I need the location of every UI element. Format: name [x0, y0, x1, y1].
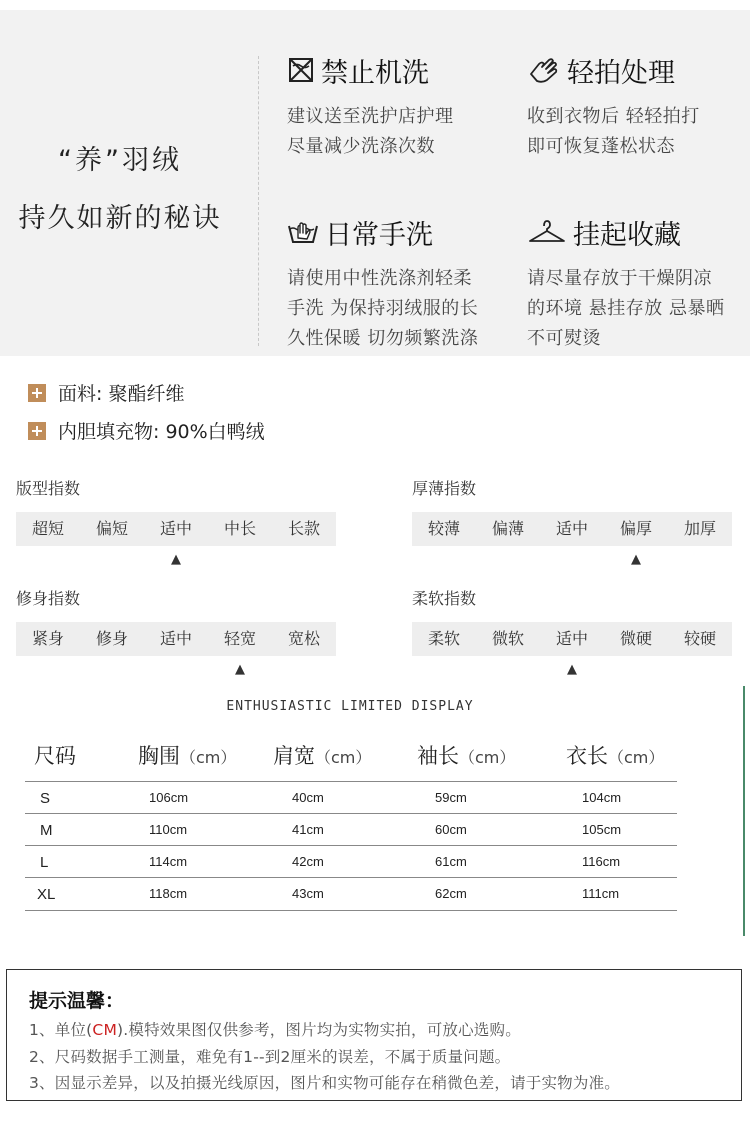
- index-scale: [16, 622, 336, 656]
- index-option: 偏短: [95, 519, 128, 538]
- index-option: 中长: [223, 519, 256, 538]
- cell-length: 104cm: [582, 790, 622, 805]
- column-header-chest: 胸围（cm）: [138, 744, 237, 768]
- table-row: [0, 878, 700, 910]
- care-item-title: 日常手洗: [325, 219, 433, 251]
- care-item-desc-line: 久性保暖 切勿频繁洗涤: [287, 328, 479, 349]
- care-divider: [258, 56, 259, 346]
- cell-size: XL: [37, 886, 56, 903]
- index-option: 长款: [287, 519, 320, 538]
- cell-chest: 110cm: [149, 822, 188, 837]
- index-label: 厚薄指数: [412, 479, 477, 498]
- index-option: 适中: [555, 519, 588, 538]
- index-indicator-row: [412, 553, 732, 567]
- care-item-pat: [527, 52, 750, 162]
- index-option: 较硬: [683, 629, 716, 648]
- care-instructions-panel: [0, 10, 750, 356]
- pat-hand-icon: [527, 56, 561, 84]
- indicator-arrow-icon: [476, 663, 540, 677]
- cell-size: M: [40, 822, 53, 839]
- indicator-arrow-icon: [540, 553, 604, 567]
- indicator-arrow-icon: [668, 663, 732, 677]
- cell-sleeve: 59cm: [435, 790, 467, 805]
- indicator-arrow-icon: [272, 553, 336, 567]
- material-fabric: [28, 379, 184, 406]
- unit-highlight: CM: [92, 1021, 118, 1039]
- cell-sleeve: 61cm: [435, 854, 467, 869]
- notice-box: [6, 969, 742, 1101]
- care-slogan-line1: “养”羽绒: [58, 145, 182, 176]
- index-option: 微硬: [619, 629, 652, 648]
- column-header-size: 尺码: [34, 744, 76, 768]
- index-option: 适中: [159, 629, 192, 648]
- table-row: [0, 846, 700, 878]
- material-fabric-text: 面料: 聚酯纤维: [58, 383, 185, 405]
- indicator-arrow-icon: ▲: [567, 662, 577, 677]
- indicator-arrow-icon: [208, 553, 272, 567]
- indicator-arrow-icon: [80, 663, 144, 677]
- index-option: 修身: [95, 629, 128, 648]
- index-indicator-row: [16, 553, 336, 567]
- cell-shoulder: 43cm: [292, 886, 324, 901]
- indicator-arrow-icon: ▲: [631, 552, 641, 567]
- cell-length: 116cm: [582, 854, 621, 869]
- material-filling-text: 内胆填充物: 90%白鸭绒: [58, 421, 265, 443]
- table-row: [0, 782, 700, 814]
- index-label: 版型指数: [16, 479, 81, 498]
- plus-icon: [28, 384, 46, 402]
- cell-shoulder: 42cm: [292, 854, 324, 869]
- indicator-arrow-icon: ▲: [235, 662, 245, 677]
- fit-index: [16, 586, 336, 677]
- index-scale: [412, 512, 732, 546]
- cell-sleeve: 62cm: [435, 886, 467, 901]
- column-header-length: 衣长（cm）: [566, 744, 665, 768]
- cell-size: S: [40, 790, 51, 807]
- hand-wash-icon: [287, 218, 319, 246]
- index-option: 柔软: [427, 629, 460, 648]
- care-item-title: 轻拍处理: [567, 57, 675, 89]
- index-option: 适中: [555, 629, 588, 648]
- care-slogan-line2: 持久如新的秘诀: [18, 203, 222, 234]
- unit-label: （cm）: [608, 748, 665, 767]
- thickness-index: [412, 476, 732, 567]
- cell-length: 111cm: [582, 886, 620, 901]
- cell-sleeve: 60cm: [435, 822, 467, 837]
- care-item-desc-line: 尽量减少洗涤次数: [287, 136, 435, 157]
- length-index: [16, 476, 336, 567]
- index-indicator-row: [412, 663, 732, 677]
- notice-line-1: 1、单位(CM).模特效果图仅供参考，图片均为实物实拍，可放心选购。: [29, 1021, 521, 1039]
- cell-size: L: [40, 854, 49, 871]
- unit-label: （cm）: [315, 748, 372, 767]
- material-filling: [28, 417, 265, 444]
- index-scale: [412, 622, 732, 656]
- table-row: [0, 814, 700, 846]
- cell-length: 105cm: [582, 822, 622, 837]
- index-option: 轻宽: [223, 629, 256, 648]
- plus-icon: [28, 422, 46, 440]
- softness-index: [412, 586, 732, 677]
- indicator-arrow-icon: [144, 663, 208, 677]
- care-item-hang: [527, 214, 750, 354]
- care-item-desc-line: 不可熨烫: [527, 328, 601, 349]
- care-item-no-machine-wash: [287, 52, 517, 162]
- size-table-header: [0, 740, 700, 776]
- no-machine-wash-icon: [287, 56, 315, 84]
- unit-label: （cm）: [180, 748, 237, 767]
- index-option: 适中: [159, 519, 192, 538]
- care-item-title: 挂起收藏: [573, 219, 681, 251]
- indicator-arrow-icon: [80, 553, 144, 567]
- index-option: 偏厚: [619, 519, 652, 538]
- indicator-arrow-icon: [412, 553, 476, 567]
- table-divider: [25, 910, 677, 911]
- index-option: 超短: [31, 519, 64, 538]
- indicator-arrow-icon: [412, 663, 476, 677]
- index-label: 柔软指数: [412, 589, 477, 608]
- care-item-desc-line: 建议送至洗护店护理: [287, 106, 454, 127]
- cell-chest: 118cm: [149, 886, 188, 901]
- index-option: 微软: [491, 629, 524, 648]
- care-item-desc-line: 请尽量存放于干燥阴凉: [527, 268, 712, 289]
- edge-accent-line: [743, 686, 745, 936]
- care-item-desc-line: 即可恢复蓬松状态: [527, 136, 675, 157]
- cell-shoulder: 41cm: [292, 822, 324, 837]
- care-item-hand-wash: [287, 214, 517, 354]
- care-item-desc-line: 请使用中性洗涤剂轻柔: [287, 268, 472, 289]
- column-header-sleeve: 袖长（cm）: [417, 744, 516, 768]
- column-header-shoulder: 肩宽（cm）: [273, 744, 372, 768]
- index-option: 偏薄: [491, 519, 524, 538]
- care-item-desc-line: 收到衣物后 轻轻拍打: [527, 106, 700, 127]
- indicator-arrow-icon: [272, 663, 336, 677]
- indicator-arrow-icon: [668, 553, 732, 567]
- indicator-arrow-icon: [16, 663, 80, 677]
- index-option: 加厚: [683, 519, 716, 538]
- unit-label: （cm）: [459, 748, 516, 767]
- notice-line-2: 2、尺码数据手工测量，难免有1--到2厘米的误差，不属于质量问题。: [29, 1048, 511, 1066]
- index-label: 修身指数: [16, 589, 81, 608]
- indicator-arrow-icon: [16, 553, 80, 567]
- hanger-icon: [527, 218, 567, 246]
- cell-chest: 114cm: [149, 854, 188, 869]
- care-item-desc-line: 的环境 悬挂存放 忌暴晒: [527, 298, 725, 319]
- size-table-heading: ENTHUSIASTIC LIMITED DISPLAY: [226, 699, 474, 714]
- indicator-arrow-icon: [476, 553, 540, 567]
- care-slogan: [0, 10, 258, 356]
- index-option: 紧身: [31, 629, 64, 648]
- cell-chest: 106cm: [149, 790, 189, 805]
- care-item-desc-line: 手洗 为保持羽绒服的长: [287, 298, 479, 319]
- index-scale: [16, 512, 336, 546]
- notice-line-3: 3、因显示差异，以及拍摄光线原因，图片和实物可能存在稍微色差，请于实物为准。: [29, 1074, 620, 1092]
- indicator-arrow-icon: ▲: [171, 552, 181, 567]
- index-option: 宽松: [287, 629, 320, 648]
- notice-title: 提示温馨：: [29, 990, 125, 1012]
- index-indicator-row: [16, 663, 336, 677]
- index-option: 较薄: [427, 519, 460, 538]
- cell-shoulder: 40cm: [292, 790, 324, 805]
- care-item-title: 禁止机洗: [321, 57, 429, 89]
- indicator-arrow-icon: [604, 663, 668, 677]
